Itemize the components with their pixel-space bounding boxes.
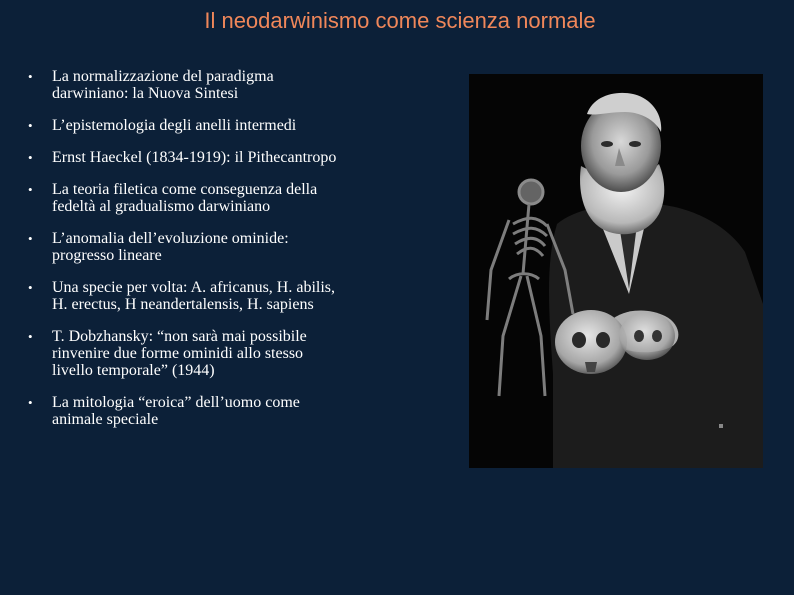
bullet-marker: • xyxy=(28,329,33,344)
bullet-marker: • xyxy=(28,69,33,84)
bullet-text: T. Dobzhansky: “non sarà mai possibile rinvenire due forme ominidi allo stesso livello temporale” (1944) xyxy=(52,328,307,379)
bullet-text: L’anomalia dell’evoluzione ominide: progresso lineare xyxy=(52,230,289,264)
bullet-list xyxy=(28,68,438,443)
slide-title: Il neodarwinismo come scienza normale xyxy=(204,8,596,33)
bullet-marker: • xyxy=(28,182,33,197)
portrait-photo xyxy=(469,74,763,468)
bullet-item xyxy=(28,181,438,215)
bullet-text: Ernst Haeckel (1834-1919): il Pithecantropo xyxy=(52,149,337,166)
bullet-item xyxy=(28,68,438,102)
bullet-item xyxy=(28,149,438,166)
bullet-item xyxy=(28,394,438,428)
bullet-item xyxy=(28,230,438,264)
bullet-text: La normalizzazione del paradigma darwiniano: la Nuova Sintesi xyxy=(52,68,274,102)
bullet-item xyxy=(28,328,438,379)
bullet-item xyxy=(28,117,438,134)
bullet-marker: • xyxy=(28,150,33,165)
bullet-item xyxy=(28,279,438,313)
bullet-marker: • xyxy=(28,395,33,410)
bullet-text: L’epistemologia degli anelli intermedi xyxy=(52,117,297,134)
bullet-marker: • xyxy=(28,280,33,295)
bullet-marker: • xyxy=(28,118,33,133)
bullet-marker: • xyxy=(28,231,33,246)
bullet-text: La teoria filetica come conseguenza della fedeltà al gradualismo darwiniano xyxy=(52,181,318,215)
bullet-text: Una specie per volta: A. africanus, H. abilis, H. erectus, H neandertalensis, H. sapiens xyxy=(52,279,336,313)
bullet-text: La mitologia “eroica” dell’uomo come animale speciale xyxy=(52,394,300,428)
